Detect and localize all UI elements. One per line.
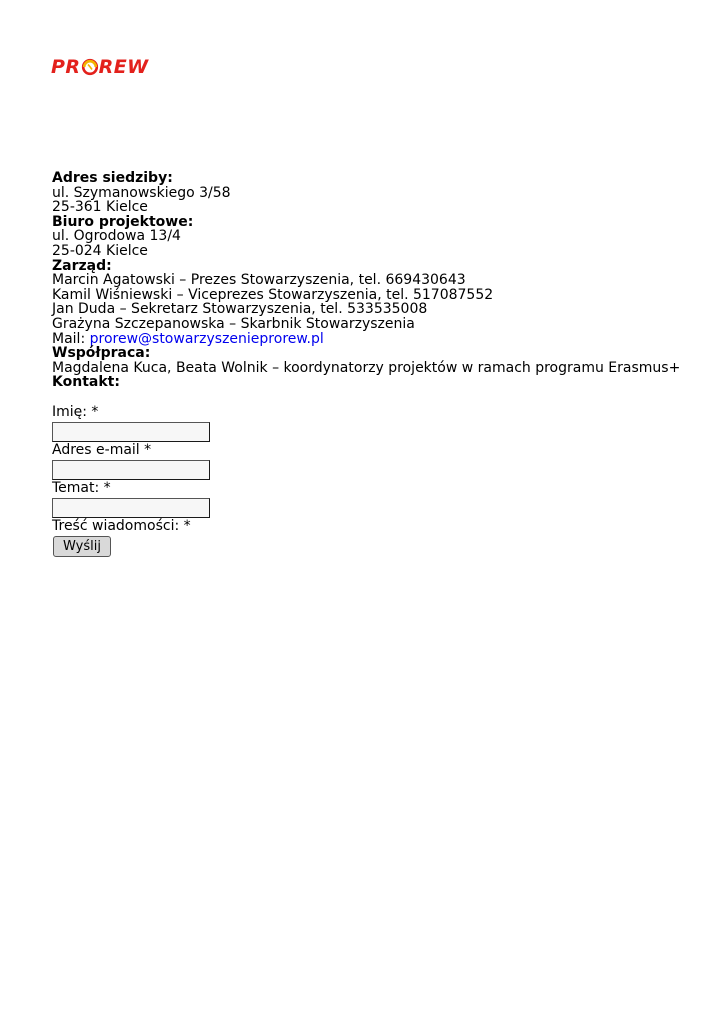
subject-label: Temat: * bbox=[52, 479, 111, 496]
logo-ring-icon bbox=[81, 58, 99, 76]
subject-input[interactable] bbox=[52, 498, 210, 518]
contact-form bbox=[52, 390, 712, 557]
address-street: ul. Szymanowskiego 3/58 bbox=[52, 184, 231, 201]
board-member-president: Marcin Agatowski – Prezes Stowarzyszenia, tel. 669430643 bbox=[52, 272, 466, 289]
contact-page-content bbox=[52, 171, 712, 557]
board-mail-line bbox=[52, 332, 712, 347]
board-member-treasurer: Grażyna Szczepanowska – Skarbnik Stowarzyszenia bbox=[52, 315, 415, 332]
address-heading: Adres siedziby: bbox=[52, 170, 173, 186]
mail-link[interactable]: prorew@stowarzyszenieprorew.pl bbox=[89, 330, 324, 347]
project-office-street: ul. Ogrodowa 13/4 bbox=[52, 228, 181, 245]
name-label: Imię: * bbox=[52, 403, 99, 420]
prorew-logo bbox=[51, 57, 177, 77]
name-input[interactable] bbox=[52, 422, 210, 442]
logo-text-p-r: PR bbox=[51, 56, 81, 78]
logo-text-rew: REW bbox=[98, 56, 149, 78]
form-top-spacer bbox=[52, 390, 712, 405]
subject-field-block bbox=[52, 481, 712, 518]
cooperation-heading: Współpraca: bbox=[52, 345, 151, 362]
cooperation-text: Magdalena Kuca, Beata Wolnik – koordynatorzy projektów w ramach programu Erasmus+ bbox=[52, 359, 681, 376]
logo-wordmark bbox=[51, 57, 149, 77]
email-input[interactable] bbox=[52, 460, 210, 480]
contact-heading: Kontakt: bbox=[52, 374, 120, 391]
name-field-block bbox=[52, 405, 712, 442]
message-field-block bbox=[52, 519, 712, 534]
board-heading: Zarząd: bbox=[52, 257, 112, 274]
project-office-city: 25-024 Kielce bbox=[52, 242, 148, 259]
project-office-heading: Biuro projektowe: bbox=[52, 213, 194, 230]
email-field-block bbox=[52, 443, 712, 480]
mail-label: Mail: bbox=[52, 330, 90, 347]
email-label: Adres e-mail * bbox=[52, 441, 152, 458]
board-member-vicepresident: Kamil Wiśniewski – Viceprezes Stowarzyszenia, tel. 517087552 bbox=[52, 286, 494, 303]
address-city: 25-361 Kielce bbox=[52, 199, 148, 216]
board-member-secretary: Jan Duda – Sekretarz Stowarzyszenia, tel. 533535008 bbox=[52, 301, 428, 318]
submit-button[interactable]: Wyślij bbox=[53, 536, 111, 557]
message-label: Treść wiadomości: * bbox=[52, 517, 191, 534]
